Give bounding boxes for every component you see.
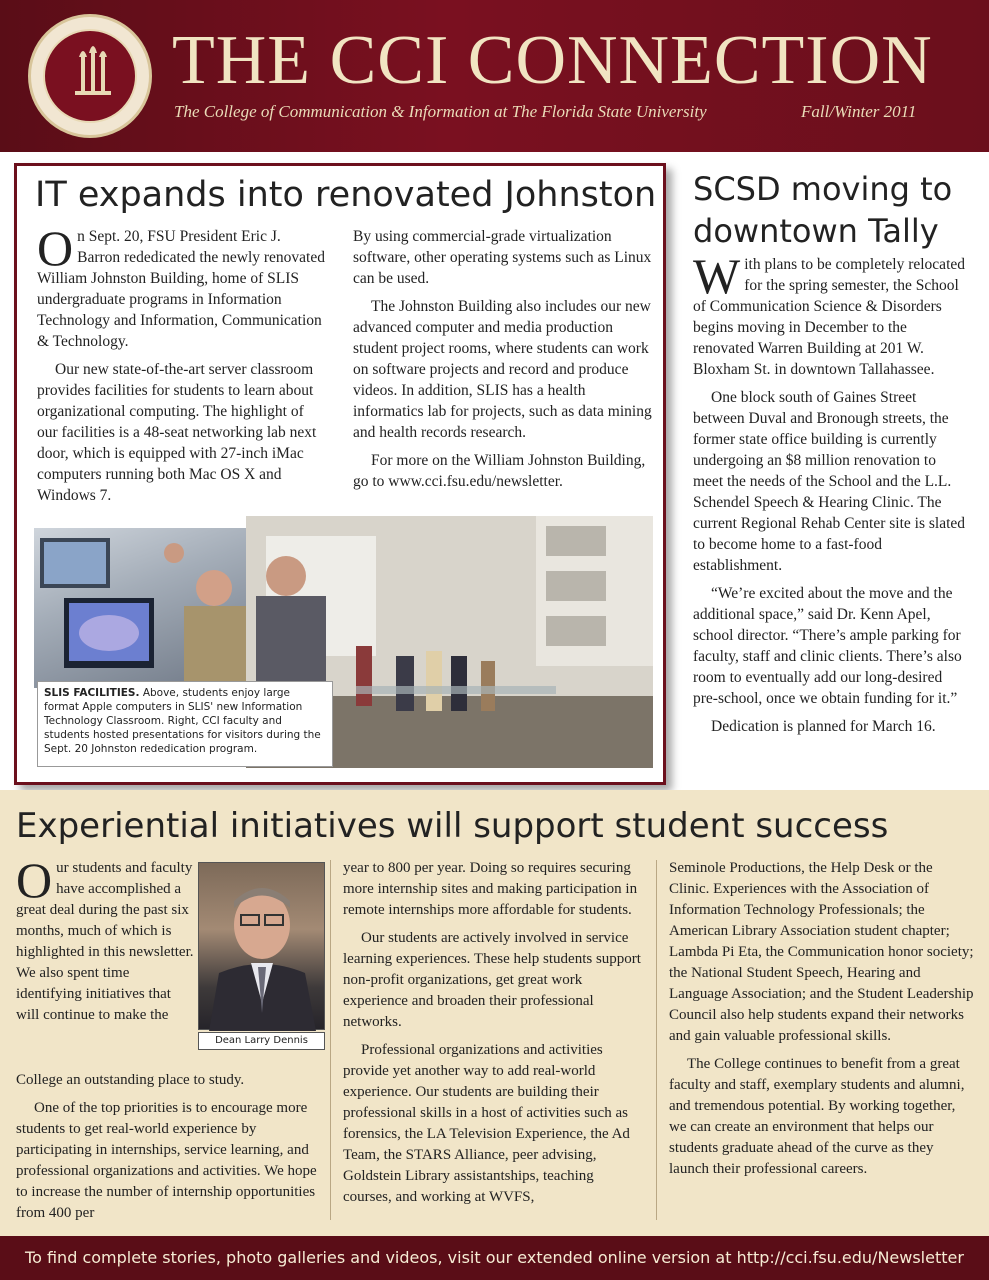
experiential-column-2 bbox=[343, 858, 643, 1215]
experiential-headline: Experiential initiatives will support student success bbox=[16, 806, 889, 846]
johnston-paragraph: For more on the William Johnston Building, go to www.cci.fsu.edu/newsletter. bbox=[353, 452, 646, 490]
fsu-seal bbox=[28, 14, 152, 138]
experiential-paragraph: College an outstanding place to study. bbox=[16, 1072, 245, 1088]
johnston-headline: IT expands into renovated Johnston bbox=[35, 175, 657, 215]
column-divider bbox=[330, 860, 331, 1220]
experiential-paragraph: Our students are actively involved in service learning experiences. These help students support non-profit organizations, get great work experience and broaden their professional networks. bbox=[343, 930, 641, 1030]
scsd-paragraph: With plans to be completely relocated for the spring semester, the School of Communication Science & Disorders begins moving in December to the renovated Warren Building at 201 W. Bloxham St. in downtown Tallahassee. bbox=[693, 248, 966, 378]
scsd-paragraph: One block south of Gaines Street between Duval and Bronough streets, the former state office building is currently undergoing an $8 million renovation to meet the needs of the School and the L.L. Schendel Speech & Hearing Clinic. The current Regional Rehab Center site is slated to become home to a fast-food establishment. bbox=[693, 389, 966, 574]
dropcap: O bbox=[16, 852, 53, 908]
photo-caption: SLIS FACILITIES. Above, students enjoy large format Apple computers in SLIS' new Information Technology Classroom. Right, CCI faculty and students hosted presentations for visitors during the Sept. 20 Johnston rededication program. bbox=[37, 681, 333, 767]
johnston-column-2 bbox=[353, 226, 653, 499]
dropcap: O bbox=[37, 220, 74, 276]
johnston-paragraph: By using commercial-grade virtualization software, other operating systems such as Linux can be used. bbox=[353, 228, 652, 287]
masthead-title: THE CCI CONNECTION bbox=[172, 22, 933, 99]
johnston-column-1 bbox=[37, 220, 327, 513]
footer-banner: To find complete stories, photo galleries and videos, visit our extended online version at http://cci.fsu.edu/Newsletter bbox=[0, 1236, 989, 1280]
experiential-paragraph: year to 800 per year. Doing so requires securing more internship sites and making participation in remote internships more affordable for students. bbox=[343, 860, 638, 918]
dropcap: W bbox=[693, 248, 741, 304]
experiential-column-3 bbox=[669, 858, 975, 1187]
column-divider bbox=[656, 860, 657, 1220]
imac-classroom-photo bbox=[34, 528, 246, 688]
scsd-paragraph: “We’re excited about the move and the additional space,” said Dr. Kenn Apel, school director. “There’s ample parking for faculty, staff and clinic clients. There’s also room to eventually add our long-desired pre-school, once we obtain funding for it.” bbox=[693, 585, 962, 707]
masthead-season: Fall/Winter 2011 bbox=[801, 102, 917, 121]
experiential-paragraph: One of the top priorities is to encourage more students to get real-world experience by participating in internships, service learning, and professional organizations and activities. We hope to increase the number of internship opportunities from 400 per bbox=[16, 1100, 317, 1221]
experiential-paragraph: The College continues to benefit from a great faculty and staff, exemplary students and alumni, and tremendous potential. By working together, we can create an environment that helps our students graduate ahead of the curve as they launch their professional careers. bbox=[669, 1056, 965, 1177]
experiential-paragraph: Professional organizations and activities provide yet another way to add real-world experience. Our students are building their professional skills in a host of activities such as forensics, the LA Television Experience, the Ad Team, the STARS Alliance, peer advising, Goldstein Library assistantships, teaching courses, and working at WVFS, bbox=[343, 1042, 630, 1205]
masthead-subtitle: The College of Communication & Information at The Florida State University bbox=[174, 102, 707, 121]
johnston-paragraph: Our new state-of-the-art server classroom provides facilities for students to learn about organizational computing. The highlight of our facilities is a 48-seat networking lab next door, which is equipped with 27-inch iMac computers running both Mac OS X and Windows 7. bbox=[37, 361, 317, 504]
scsd-headline: SCSD moving to downtown Tally bbox=[693, 170, 953, 250]
experiential-paragraph: Our students and faculty have accomplished a great deal during the past six months, much of which is highlighted in this newsletter. We also spent time identifying initiatives that will continue to make the bbox=[16, 852, 194, 1023]
dean-photo bbox=[198, 862, 325, 1030]
experiential-column-1-top bbox=[16, 852, 194, 1033]
masthead bbox=[0, 0, 989, 152]
johnston-paragraph: On Sept. 20, FSU President Eric J. Barron rededicated the newly renovated William Johnston Building, home of SLIS undergraduate programs in Information Technology and Information, Communication & Technology. bbox=[37, 220, 325, 350]
seal-graphic-icon bbox=[31, 17, 155, 141]
johnston-paragraph: The Johnston Building also includes our new advanced computer and media production student project rooms, where students can work on software projects and record and produce videos. In addition, SLIS has a health informatics lab for projects, such as data mining and health records research. bbox=[353, 298, 652, 441]
johnston-story bbox=[14, 163, 666, 785]
scsd-paragraph: Dedication is planned for March 16. bbox=[711, 718, 936, 735]
scsd-column bbox=[693, 248, 969, 744]
dean-photo-caption: Dean Larry Dennis bbox=[198, 1032, 325, 1050]
experiential-paragraph: Seminole Productions, the Help Desk or the Clinic. Experiences with the Association of Information Technology Professionals; the American Library Association student chapter; Lambda Pi Eta, the Communication honor society; the National Student Speech, Hearing and Language Association; and the Student Leadership Council also help students expand their networks and gain valuable professional skills. bbox=[669, 860, 974, 1044]
experiential-column-1-bottom bbox=[16, 1070, 318, 1231]
